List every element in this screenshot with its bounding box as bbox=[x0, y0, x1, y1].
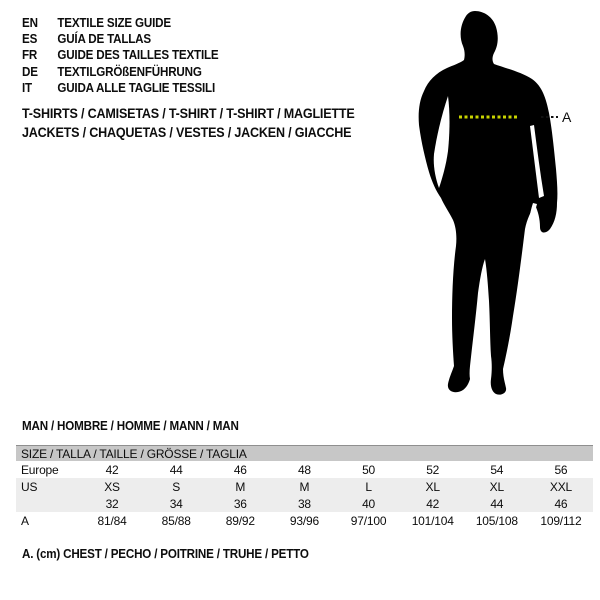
cell: M bbox=[299, 479, 310, 494]
cell: 42 bbox=[426, 496, 440, 511]
size-table-header: SIZE / TALLA / TAILLE / GRÖSSE / TAGLIA bbox=[16, 446, 593, 462]
cell: 38 bbox=[297, 496, 311, 511]
measure-label-a: A bbox=[562, 109, 572, 125]
language-row bbox=[22, 80, 218, 96]
language-title: GUÍA DE TALLAS bbox=[57, 32, 151, 47]
cell: 46 bbox=[554, 496, 568, 511]
language-title: GUIDE DES TAILLES TEXTILE bbox=[57, 48, 219, 63]
language-title: TEXTILGRÖßENFÜHRUNG bbox=[57, 64, 202, 79]
cell: 44 bbox=[169, 462, 183, 477]
language-code: IT bbox=[22, 80, 32, 95]
language-code: FR bbox=[22, 48, 38, 63]
table-row-europe bbox=[16, 461, 593, 478]
cell: 40 bbox=[362, 496, 376, 511]
cell: 81/84 bbox=[97, 513, 127, 528]
category-list bbox=[22, 105, 355, 142]
category-line-jackets: JACKETS / CHAQUETAS / VESTES / JACKEN / GIACCHE bbox=[22, 124, 352, 140]
cell: 44 bbox=[490, 496, 504, 511]
cell: S bbox=[172, 479, 181, 494]
size-table-header-row bbox=[16, 446, 593, 462]
language-code: DE bbox=[22, 64, 38, 79]
cell: XL bbox=[489, 479, 504, 494]
cell: 89/92 bbox=[225, 513, 255, 528]
cell: XS bbox=[104, 479, 120, 494]
row-label: Europe bbox=[21, 462, 59, 477]
cell: L bbox=[365, 479, 372, 494]
cell: 48 bbox=[297, 462, 311, 477]
cell: XXL bbox=[549, 479, 572, 494]
cell: 105/108 bbox=[475, 513, 518, 528]
language-row bbox=[22, 15, 218, 31]
row-label: US bbox=[21, 479, 38, 494]
table-row-chest-cm bbox=[16, 512, 593, 529]
size-table bbox=[16, 445, 593, 529]
cell: XL bbox=[425, 479, 440, 494]
table-row-us bbox=[16, 478, 593, 495]
category-line-tshirts: T-SHIRTS / CAMISETAS / T-SHIRT / T-SHIRT / MAGLIETTE bbox=[22, 106, 355, 121]
size-table-wrap bbox=[16, 445, 593, 529]
cell: 109/112 bbox=[540, 513, 582, 528]
row-label: A bbox=[21, 513, 29, 528]
cell: 85/88 bbox=[161, 513, 191, 528]
cell: 93/96 bbox=[289, 513, 319, 528]
cell: 42 bbox=[105, 462, 119, 477]
man-silhouette-figure bbox=[390, 0, 600, 410]
language-row bbox=[22, 64, 218, 80]
language-code: ES bbox=[22, 32, 38, 47]
measurement-footnote: A. (cm) CHEST / PECHO / POITRINE / TRUHE / PETTO bbox=[22, 547, 309, 561]
language-row bbox=[22, 31, 218, 47]
cell: 34 bbox=[169, 496, 183, 511]
cell: 56 bbox=[554, 462, 568, 477]
cell: 101/104 bbox=[411, 513, 454, 528]
language-row bbox=[22, 47, 218, 63]
cell: 50 bbox=[362, 462, 376, 477]
figure-area bbox=[390, 0, 600, 410]
row-label bbox=[16, 495, 80, 512]
cell: 97/100 bbox=[350, 513, 387, 528]
language-code: EN bbox=[22, 16, 38, 30]
cell: M bbox=[235, 479, 246, 494]
language-title: GUIDA ALLE TAGLIE TESSILI bbox=[57, 80, 216, 95]
table-row-numeric bbox=[16, 495, 593, 512]
language-title: TEXTILE SIZE GUIDE bbox=[57, 16, 171, 30]
cell: 46 bbox=[233, 462, 247, 477]
cell: 52 bbox=[426, 462, 440, 477]
language-list bbox=[22, 15, 218, 96]
cell: 32 bbox=[105, 496, 119, 511]
man-silhouette bbox=[419, 11, 558, 395]
cell: 54 bbox=[490, 462, 504, 477]
cell: 36 bbox=[233, 496, 247, 511]
section-title-man: MAN / HOMBRE / HOMME / MANN / MAN bbox=[22, 419, 239, 433]
